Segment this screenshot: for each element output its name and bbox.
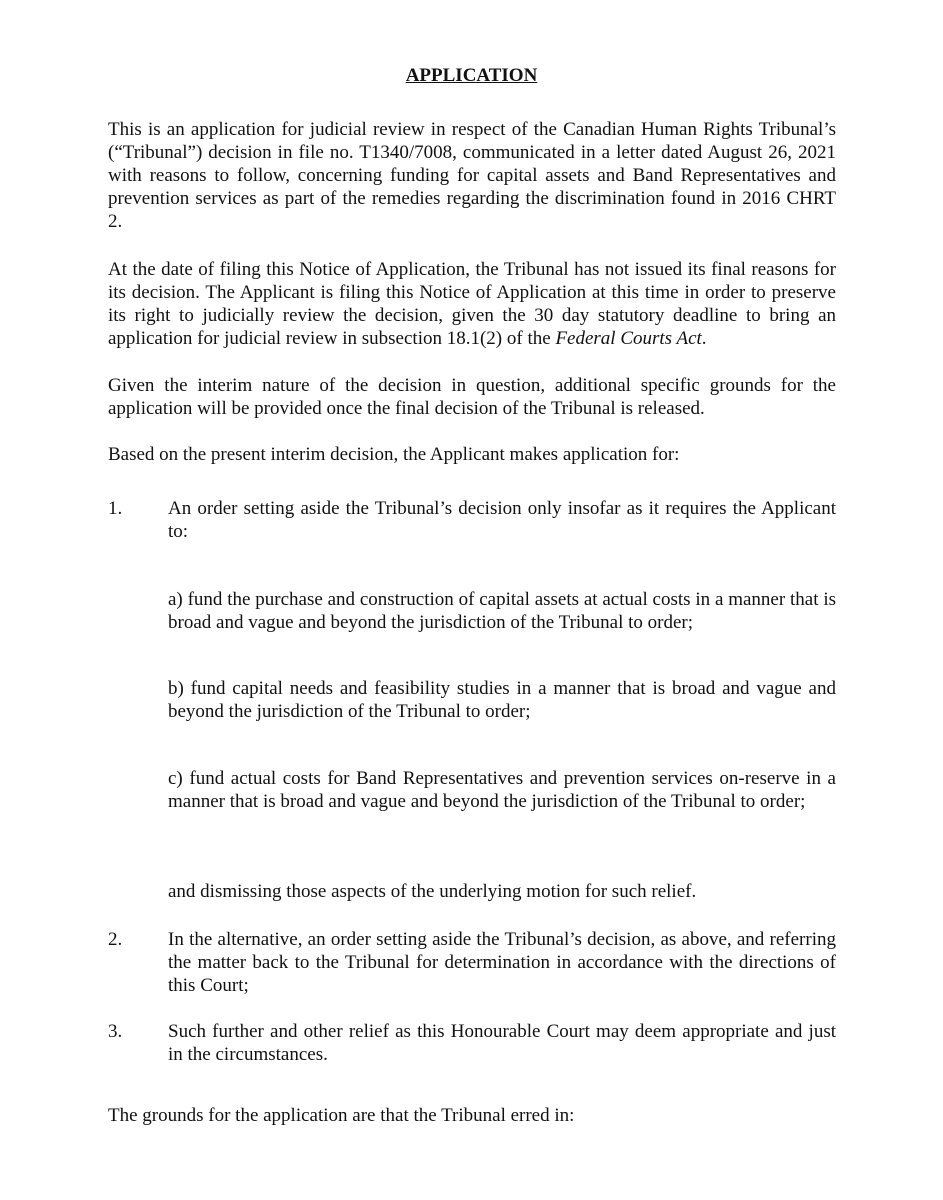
- dismissing-clause: and dismissing those aspects of the underlying motion for such relief.: [168, 881, 697, 902]
- based-on-paragraph: Based on the present interim decision, the Applicant makes application for:: [108, 444, 680, 465]
- item-text-2: In the alternative, an order setting aside the Tribunal’s decision, as above, and referring the matter back to the Tribunal for determination in accordance with the directions of this Court;: [168, 929, 836, 996]
- interim-paragraph: Given the interim nature of the decision in question, additional specific grounds for the application will be provided once the final decision of the Tribunal is released.: [108, 375, 836, 419]
- item-number-2: 2.: [108, 929, 123, 950]
- item-number-3: 3.: [108, 1021, 123, 1042]
- sub-item-b: b) fund capital needs and feasibility studies in a manner that is broad and vague and beyond the jurisdiction of the Tribunal to order;: [168, 678, 836, 722]
- document-title: APPLICATION: [405, 65, 538, 86]
- filing-paragraph-main: At the date of filing this Notice of Application, the Tribunal has not issued its final reasons for its decision. The Applicant is filing this Notice of Application at this time in order to preserve its right to judicially review the decision, given the 30 day statutory deadline to bring an application for judicial review in subsection 18.1(2) of the: [108, 259, 836, 349]
- filing-paragraph-end: .: [701, 328, 707, 349]
- item-text-3: Such further and other relief as this Honourable Court may deem appropriate and just in the circumstances.: [168, 1021, 836, 1065]
- sub-item-a: a) fund the purchase and construction of capital assets at actual costs in a manner that is broad and vague and beyond the jurisdiction of the Tribunal to order;: [168, 589, 836, 633]
- intro-paragraph: This is an application for judicial review in respect of the Canadian Human Rights Tribunal’s (“Tribunal”) decision in file no. T1340/7008, communicated in a letter dated August 26, 2021 with reasons to follow, concerning funding for capital assets and Band Representatives and prevention services as part of the remedies regarding the discrimination found in 2016 CHRT 2.: [108, 119, 836, 232]
- item-text-1: An order setting aside the Tribunal’s decision only insofar as it requires the Applicant to:: [168, 498, 836, 542]
- item-number-1: 1.: [108, 498, 123, 519]
- grounds-paragraph: The grounds for the application are that the Tribunal erred in:: [108, 1105, 575, 1126]
- filing-paragraph: [108, 258, 836, 350]
- sub-item-c: c) fund actual costs for Band Representatives and prevention services on-reserve in a manner that is broad and vague and beyond the jurisdiction of the Tribunal to order;: [168, 768, 836, 812]
- federal-courts-act-reference: Federal Courts Act: [555, 328, 702, 349]
